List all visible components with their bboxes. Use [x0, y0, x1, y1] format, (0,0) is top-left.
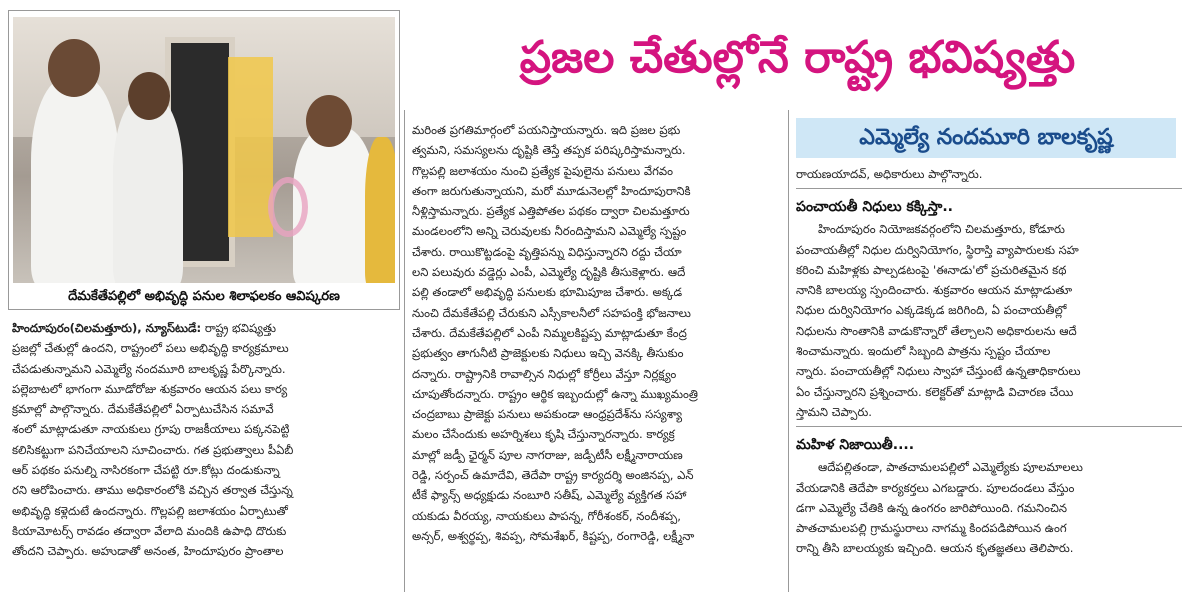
photo-yellow-cloth — [228, 57, 273, 237]
photo-person-left — [31, 77, 119, 283]
photo-person-edge — [365, 137, 395, 283]
text-line: మరింత ప్రగతిమార్గంలో పయనిస్తాయన్నారు. ఇది ప్రజల ప్రభు — [412, 123, 681, 137]
text-line: నానికి బాలయ్య స్పందించారు. శుక్రవారం ఆయన మాట్లాడుతూ — [796, 283, 1073, 298]
text-line: కియామోటర్స్ రావడం తద్వారా వేలాది మందికి ఉపాధి దొరుకు — [12, 523, 287, 538]
text-line: పాతచామలపల్లి గ్రామస్థురాలు నాగమ్మ కిందపడిపోయిన ఉంగ — [796, 521, 1067, 536]
headline: ప్రజల చేతుల్లోనే రాష్ట్ర భవిష్యత్తు — [519, 32, 1076, 83]
lead-line — [12, 318, 398, 338]
text-line: మండలంలోని అన్ని చెరువులకు నీరందిస్తామని ఎమ్మెల్యే స్పష్టం — [412, 224, 687, 239]
text-line: నుంచి దేమకేతేపల్లి చేరుకుని ఎస్సీకాలనీలో సహపంక్తి భోజనాలు — [412, 305, 691, 320]
text-line: చేశారు. రాయికొట్టడంపై వృత్తిపన్ను విధిస్తున్నారని రద్దు చేయా — [412, 244, 682, 259]
section-heading-panchayat-funds: పంచాయతీ నిధులు కక్కిస్తా.. — [796, 199, 953, 216]
text-line: రెడ్డి, సర్పంచ్ ఉమాదేవి, తెదేపా రాష్ట్ర కార్యదర్శి అంజినప్ప, ఎన్ — [412, 468, 694, 483]
text-line: రాయణయాదవ్, అధికారులు పాల్గొన్నారు. — [796, 167, 983, 181]
text-line: పల్లెబాటలో భాగంగా మూడోరోజు శుక్రవారం ఆయన పలు కార్య — [12, 381, 288, 396]
text-line: ప్రభుత్వం తాగునీటి ప్రాజెక్టులకు నిధులు ఇచ్చి వెనక్కి తీసుకుం — [412, 346, 684, 361]
photo-head-middle — [128, 72, 170, 120]
text-line: కలిసికట్టుగా పనిచేయాలని సూచించారు. గత ప్రభుత్వాలు పీఏబీ — [12, 442, 294, 457]
text-line: క్రమాల్లో పాల్గొన్నారు. దేమకేతేపల్లిలో ఏర్పాటుచేసిన సమావే — [12, 402, 274, 417]
photo-person-middle — [113, 97, 183, 283]
text-line: రాన్ని తీసి బాలయ్యకు ఇచ్చింది. ఆయన కృతజ్ఞతలు తెలిపారు. — [796, 541, 1074, 556]
text-line: నిధులను సొంతానికి వాడుకొన్నారో తేల్చాలని అధికారులను ఆదే — [796, 323, 1077, 338]
text-line: చూపుతోందన్నారు. రాష్ట్రం ఆర్థిక ఇబ్బందుల్లో ఉన్నా ముఖ్యమంత్రి — [412, 386, 698, 401]
text-line: టీకే ఫ్యాన్స్ అధ్యక్షుడు నంబూరి సతీష్, ఎమ్మెల్యే వ్యక్తిగత సహా — [412, 488, 687, 503]
photo-head-left — [48, 39, 100, 97]
text-line: తంగా జరుగుతున్నాయని, మరో మూడునెలల్లో హిందూపురానికి — [412, 183, 691, 198]
text-line: వేయడానికి తెదేపా కార్యకర్తలు ఎగబడ్డారు. పూలదండలు వేస్తుం — [796, 480, 1075, 495]
text-line: శంలో మాట్లాడుతూ నాయకులు గ్రూపు రాజకీయాలు పక్కనపెట్టి — [12, 422, 290, 437]
section-heading-woman-honesty: మహిళ నిజాయితీ.... — [796, 437, 915, 454]
text-line: నిధుల దుర్వినియోగం ఎక్కడెక్కడ జరిగింది, ఏ పంచాయతీల్లో — [796, 303, 1067, 318]
text-line: ఆర్ పథకం పనుల్ని నాసిరకంగా చేపట్టి రూ.కోట్లు దండుకున్నా — [12, 463, 280, 478]
text-line: డగా ఎమ్మెల్యే చేతికి ఉన్న ఉంగరం జారిపోయింది. గమనించిన — [796, 500, 1068, 515]
column-divider-left — [404, 110, 405, 592]
text-line: తోందని చెప్పారు. అహుడాతో అనంత, హిందూపురం ప్రాంతాల — [12, 544, 284, 559]
text-line: అభివృద్ధి కళ్లెదుటే ఉందన్నారు. గొల్లపల్లి జలాశయం ఏర్పాటుతో — [12, 503, 288, 518]
news-photo — [13, 17, 395, 283]
text-line: హిందూపురం నియోజకవర్గంలోని చిలమత్తూరు, కోడూరు — [818, 222, 1065, 237]
text-line: పల్లి తండాలో అభివృద్ధి పనులకు భూమిపూజ చేశారు. అక్కడ — [412, 285, 683, 300]
text-line: చంద్రబాబు ప్రాజెక్టు పనులు అపకుండా ఆంధ్రప్రదేశ్‌ను సస్యశ్యా — [412, 407, 683, 422]
photo-caption: దేమకేతేపల్లిలో అభివృద్ధి పనుల శిలాఫలకం ఆవిష్కరణ — [68, 289, 340, 304]
text-line: పంచాయతీల్లో నిధుల దుర్వినియోగం, స్థిరాస్తి వ్యాపారులకు సహ — [796, 242, 1079, 257]
text-line: కరించి మహిళ్లకు పాల్పడటంపై 'ఈనాడు'లో ప్రచురితమైన కథ — [796, 262, 1067, 277]
text-line: రని ఆరోపించారు. తాము అధికారంలోకి వచ్చిన తర్వాత చేస్తున్న — [12, 483, 293, 498]
text-line: త్వమని, సమస్యలను దృష్టికి తెస్తే తప్పక పరిష్కరిస్తామన్నారు. — [412, 143, 686, 158]
dateline: హిందూపురం(చిలమత్తూరు), న్యూస్‌టుడే: — [12, 321, 202, 335]
section-divider — [796, 188, 1182, 189]
text-line: ఏం చేస్తున్నారని ప్రశ్నించారు. కలెక్టర్‌తో మాట్లాడి విచారణ చేయి — [796, 384, 1074, 399]
text-line: స్తామని చెప్పారు. — [796, 404, 872, 419]
text-line: లని పలువురు వడ్డెర్లు ఎంపీ, ఎమ్మెల్యే దృష్టికి తీసుకెళ్లారు. ఆదే — [412, 265, 686, 280]
photo-garland — [268, 177, 308, 237]
text-line: న్నారు. పంచాయతీల్లో నిధులు స్వాహా చేస్తుంటే ఉన్నతాధికారులు — [796, 364, 1081, 379]
lead-text: రాష్ట్ర భవిష్యత్తు — [204, 321, 276, 335]
text-line: చేశారు. దేమకేతేపల్లిలో ఎంపీ నిమ్మలకిష్టప్ప మాట్లాడుతూ కేంద్ర — [412, 325, 687, 340]
article-column-3 — [796, 164, 1182, 559]
text-line: చేపడుతున్నామని ఎమ్మెల్యే నందమూరి బాలకృష్ణ పేర్కొన్నారు. — [12, 361, 286, 376]
article-column-1 — [12, 318, 398, 562]
column-divider-right — [788, 110, 789, 592]
text-line: ప్రజల్లో చేతుల్లో ఉందని, రాష్ట్రంలో పలు అభివృద్ధి కార్యక్రమాలు — [12, 341, 289, 356]
text-line: నీళ్లిస్తామన్నారు. ప్రత్యేక ఎత్తిపోతల పథకం ద్వారా చిలమత్తూరు — [412, 204, 690, 219]
news-photo-frame — [8, 10, 400, 310]
text-line: మాల్లో జడ్పీ ఛైర్మన్ పూల నాగరాజు, జడ్పీటీసీ లక్ష్మీనారాయణ — [412, 447, 683, 462]
text-line: అన్సర్, అశ్వర్థప్ప, శివప్ప, సోమశేఖర్, కిష్టప్ప, రంగారెడ్డి, లక్ష్మీనా — [412, 528, 695, 543]
photo-head-right — [306, 95, 352, 147]
text-line: యకుడు వీరయ్య, నాయకులు పాపన్న, గోరీశంకర్, నందీశప్ప, — [412, 508, 681, 523]
text-line: మలం చేసేందుకు అహర్నిశలు కృషి చేస్తున్నారన్నారు. కార్యక్ర — [412, 427, 675, 442]
subheadline-banner: ఎమ్మెల్యే నందమూరి బాలకృష్ణ — [796, 118, 1176, 158]
text-line: శించామన్నారు. ఇందులో సిబ్బంది పాత్రను స్పష్టం చేయాల — [796, 344, 1051, 359]
article-column-2 — [412, 120, 782, 546]
section-divider — [796, 426, 1182, 427]
text-line: దన్నారు. రాష్ట్రానికి రావాల్సిన నిధుల్లో కోర్రీలు వేస్తూ నిర్లక్ష్యం — [412, 366, 677, 381]
text-line: ఆదేపల్లితండా, పాతచామలపల్లిలో ఎమ్మెల్యేకు పూలమాలలు — [818, 460, 1083, 475]
text-line: గొల్లపల్లి జలాశయం నుంచి ప్రత్యేక పైపులైను పనులు వేగవం — [412, 163, 673, 178]
